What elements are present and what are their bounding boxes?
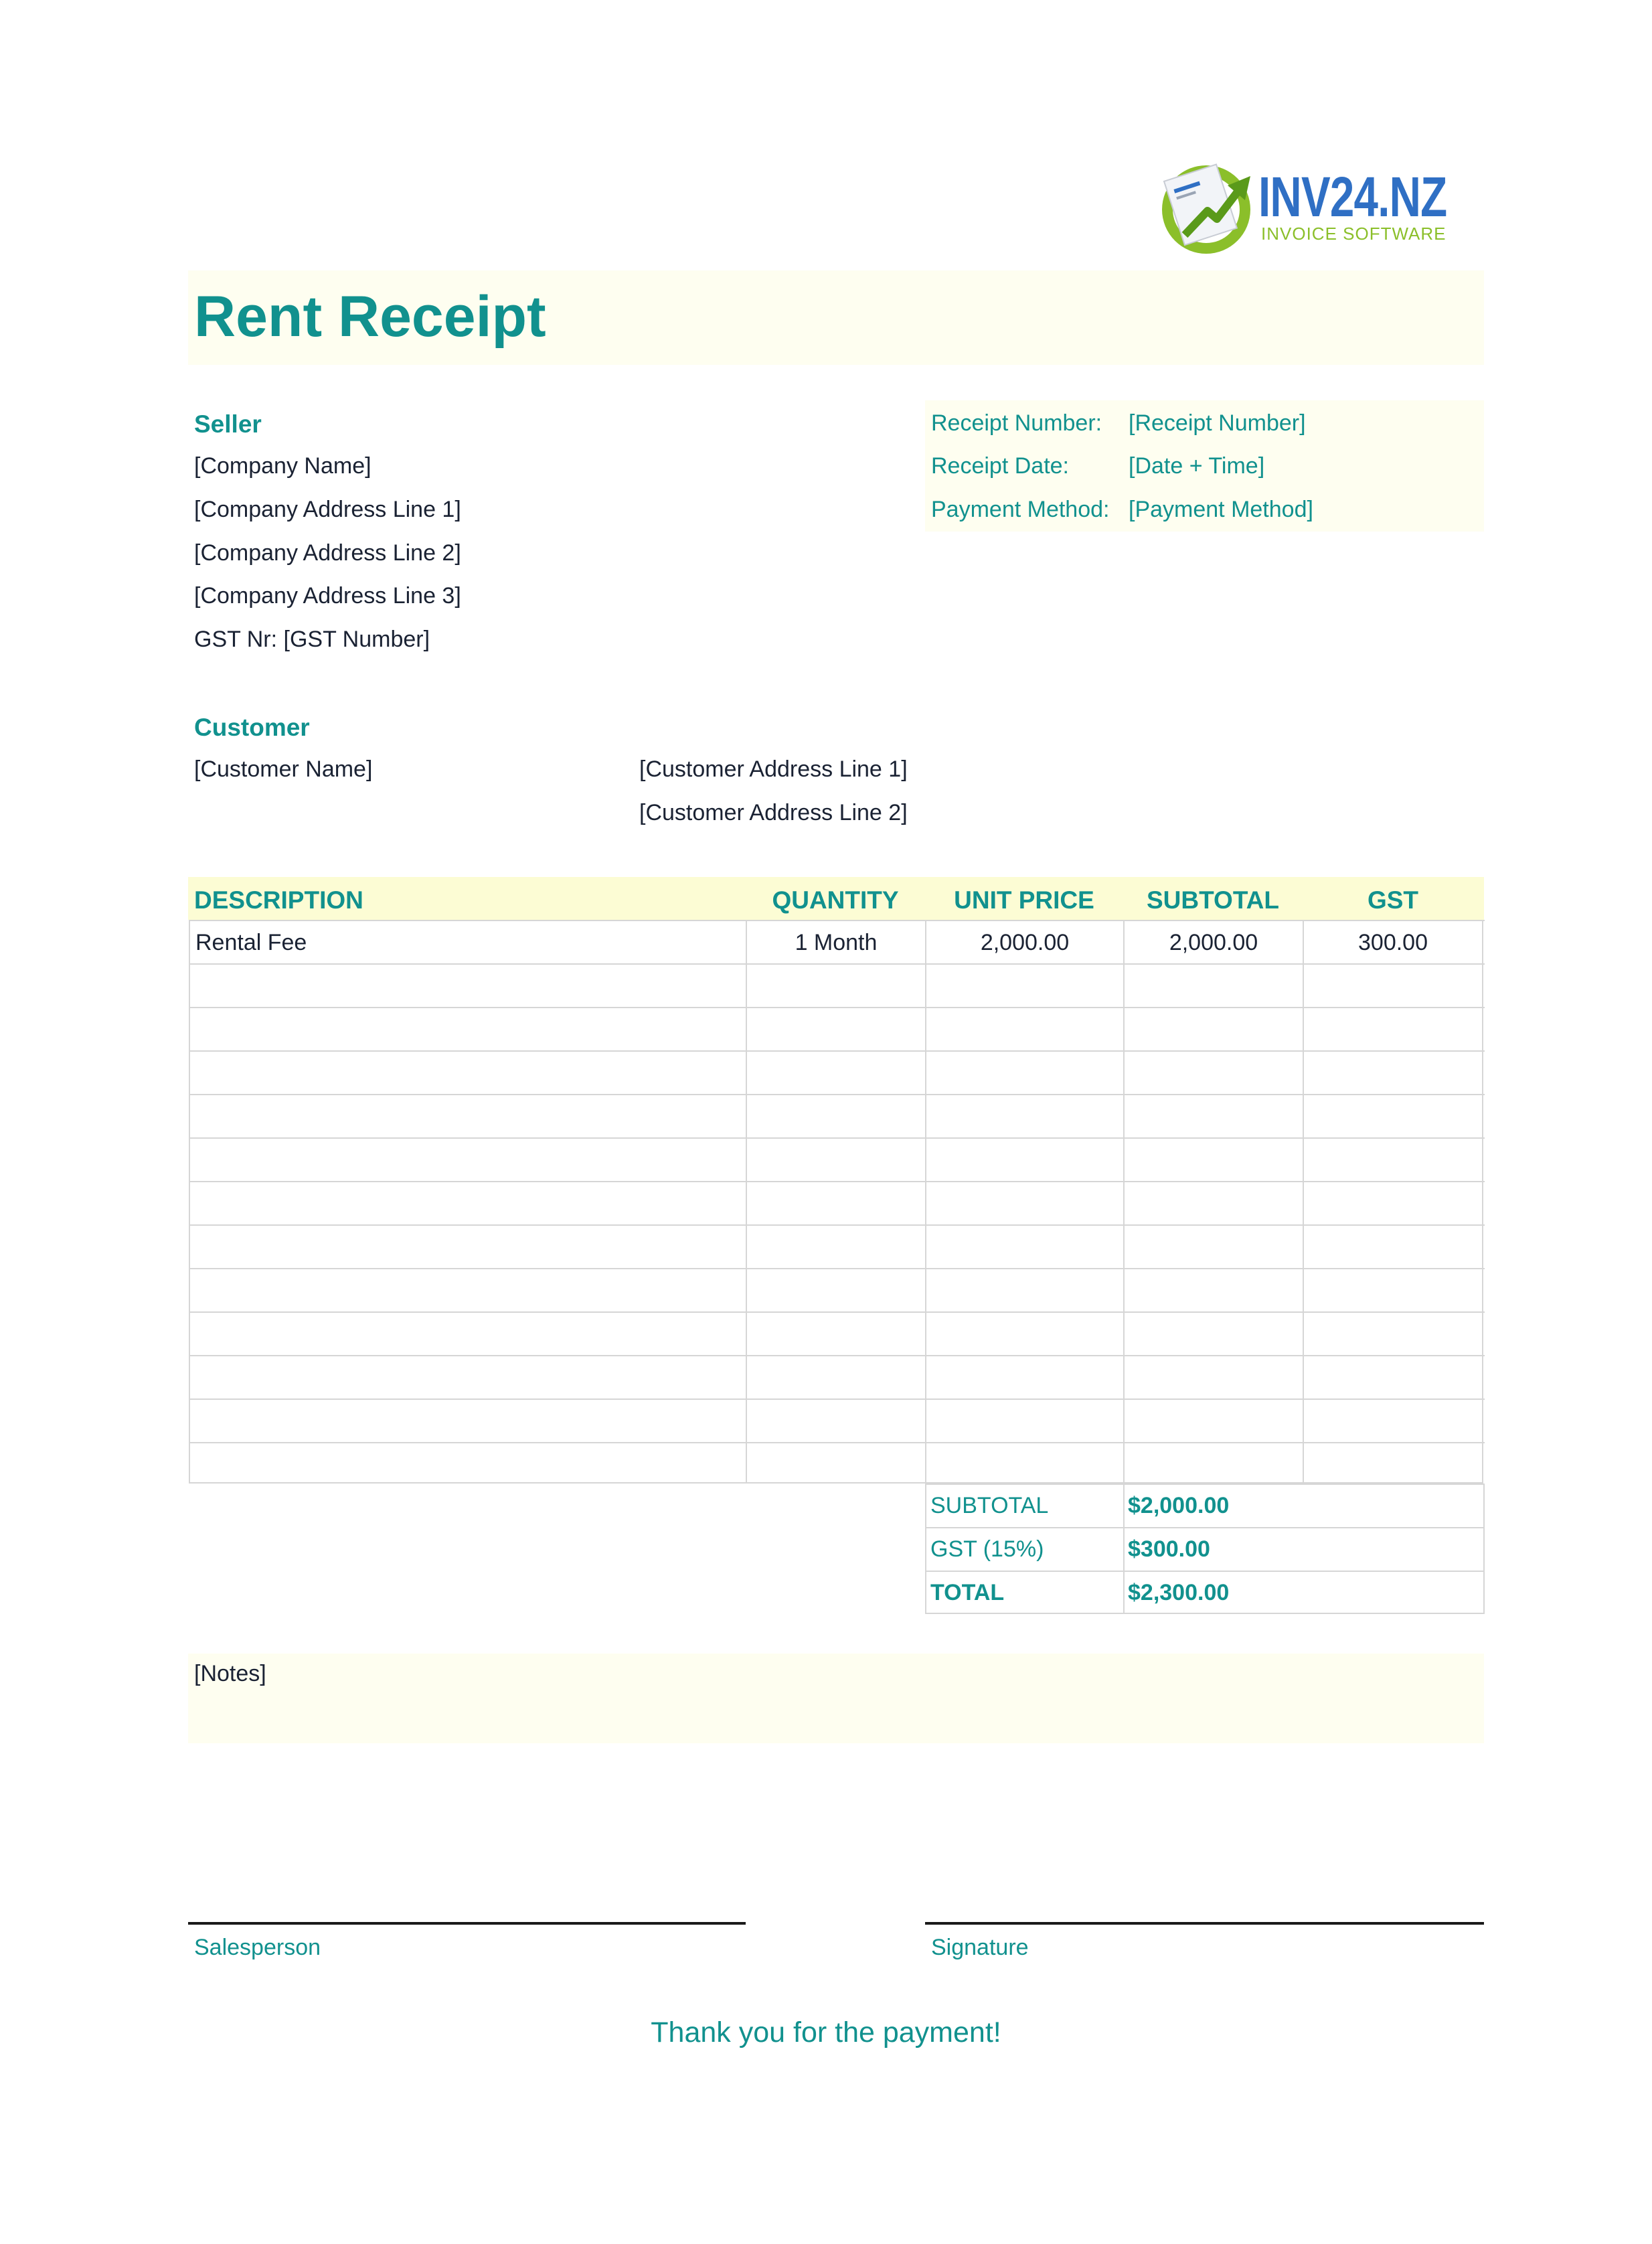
table-row: [190, 1268, 1485, 1313]
total-label: TOTAL: [930, 1580, 1005, 1605]
total-row: [925, 1571, 1483, 1615]
receipt-date-value: [Date + Time]: [1129, 453, 1265, 479]
logo-brand-text: INV24.NZ: [1258, 165, 1447, 228]
col-header-gst: GST: [1367, 886, 1419, 914]
payment-method-label: Payment Method:: [931, 497, 1110, 522]
seller-address-line-1: [Company Address Line 1]: [194, 497, 461, 522]
payment-method-value: [Payment Method]: [1129, 497, 1313, 522]
row-unit-price: 2,000.00: [980, 930, 1070, 955]
subtotal-row: [925, 1484, 1483, 1528]
customer-address-line-2: [Customer Address Line 2]: [639, 800, 908, 825]
col-header-unit-price: UNIT PRICE: [954, 886, 1094, 914]
customer-name: [Customer Name]: [194, 756, 373, 782]
logo-tagline: INVOICE SOFTWARE: [1261, 224, 1447, 244]
items-table: [189, 920, 1483, 1484]
notes-band: [188, 1654, 1484, 1743]
receipt-date-label: Receipt Date:: [931, 453, 1069, 479]
thank-you-message: Thank you for the payment!: [651, 2016, 1001, 2049]
logo-chart-arrow-icon: [1153, 156, 1260, 256]
gst-row: [925, 1527, 1483, 1572]
seller-gst-number: GST Nr: [GST Number]: [194, 627, 430, 652]
table-row: [190, 1311, 1485, 1356]
total-value: $2,300.00: [1128, 1580, 1230, 1605]
seller-company-name: [Company Name]: [194, 453, 371, 479]
notes-text: [Notes]: [194, 1661, 266, 1686]
seller-address-line-2: [Company Address Line 2]: [194, 540, 461, 566]
table-row: [190, 1094, 1485, 1139]
table-row: [190, 1224, 1485, 1269]
salesperson-label: Salesperson: [194, 1935, 321, 1960]
table-row: [190, 1355, 1485, 1400]
gst-value: $300.00: [1128, 1536, 1210, 1562]
row-gst: 300.00: [1358, 930, 1428, 955]
page-title: Rent Receipt: [194, 285, 546, 349]
table-row: [190, 1181, 1485, 1226]
seller-heading: Seller: [194, 410, 262, 438]
col-header-quantity: QUANTITY: [772, 886, 899, 914]
subtotal-label: SUBTOTAL: [930, 1493, 1049, 1518]
table-row: [190, 1007, 1485, 1052]
col-header-subtotal: SUBTOTAL: [1146, 886, 1279, 914]
row-description: Rental Fee: [195, 930, 307, 955]
signature-label: Signature: [931, 1935, 1029, 1960]
customer-address-line-1: [Customer Address Line 1]: [639, 756, 908, 782]
receipt-number-label: Receipt Number:: [931, 410, 1102, 436]
row-subtotal: 2,000.00: [1169, 930, 1258, 955]
table-row: [190, 1050, 1485, 1095]
table-row: [190, 1398, 1485, 1443]
row-quantity: 1 Month: [795, 930, 878, 955]
table-row: [190, 963, 1485, 1008]
col-header-description: DESCRIPTION: [194, 886, 363, 914]
table-row: [190, 1137, 1485, 1182]
salesperson-line: [188, 1922, 746, 1925]
gst-label: GST (15%): [930, 1536, 1044, 1562]
receipt-number-value: [Receipt Number]: [1129, 410, 1306, 436]
seller-address-line-3: [Company Address Line 3]: [194, 583, 461, 609]
signature-line: [925, 1922, 1484, 1925]
subtotal-value: $2,000.00: [1128, 1493, 1230, 1518]
customer-heading: Customer: [194, 714, 310, 741]
table-row: [190, 1442, 1485, 1487]
table-row: [190, 920, 1485, 965]
